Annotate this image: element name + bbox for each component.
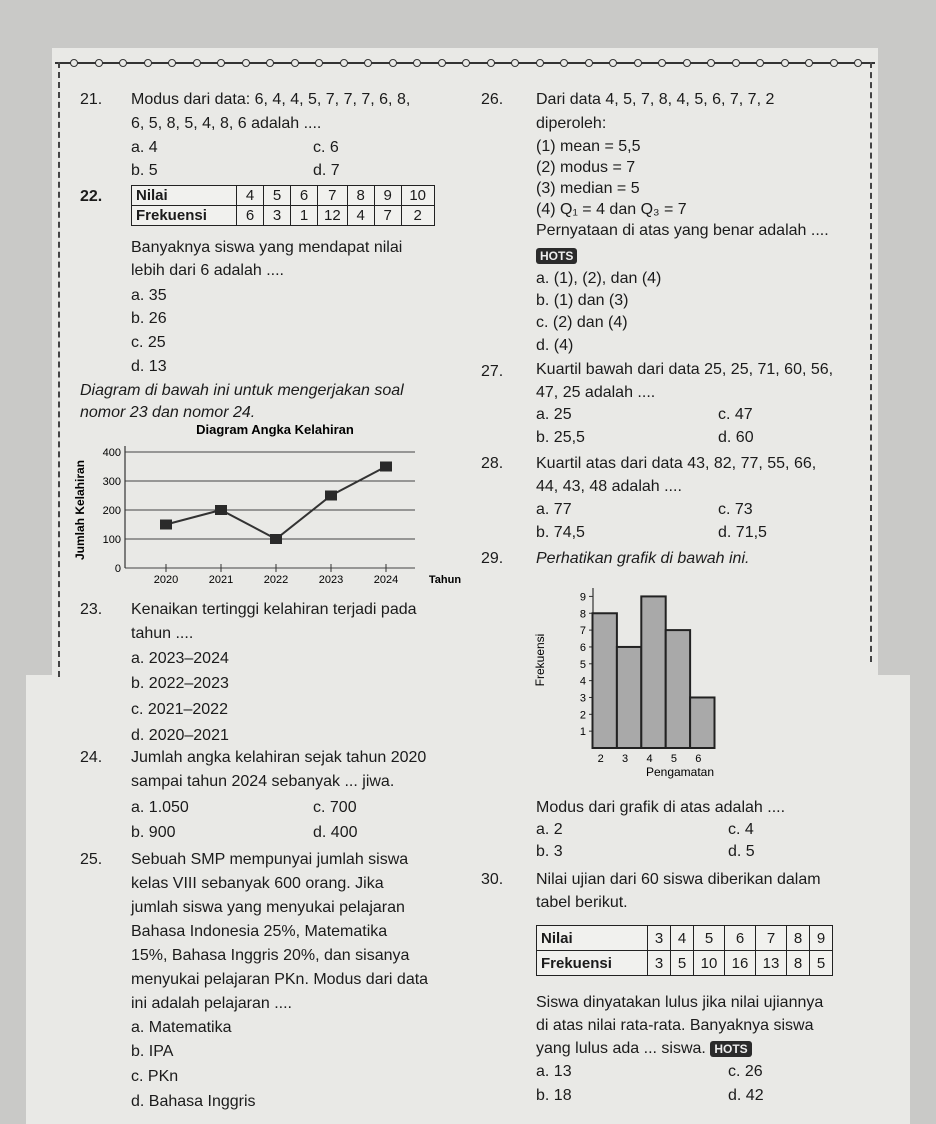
decorative-dot — [683, 59, 691, 67]
q30-table-cell: 16 — [725, 951, 756, 976]
histogram-x-axis-label: Pengamatan — [645, 765, 715, 779]
decorative-dot — [95, 59, 103, 67]
q22-table-header: Frekuensi — [132, 206, 237, 226]
q25-option-b: b. IPA — [131, 1043, 174, 1060]
chart-data-point — [380, 462, 392, 472]
q29-number: 29. — [481, 550, 504, 567]
q23-line2: tahun .... — [131, 625, 194, 642]
histogram-bar — [690, 697, 714, 748]
q30-line5-wrap — [536, 1039, 752, 1059]
q30-table-cell: 8 — [787, 926, 810, 951]
q22-table-cell: 12 — [318, 206, 348, 226]
q26-option-d: d. (4) — [536, 337, 574, 354]
q30-line4: di atas nilai rata-rata. Banyaknya siswa — [536, 1017, 814, 1034]
q28-option-d: d. 71,5 — [718, 524, 767, 541]
chart-data-point — [325, 491, 337, 501]
q27-option-b: b. 25,5 — [536, 429, 585, 446]
decorative-dot — [487, 59, 495, 67]
q25-number: 25. — [80, 851, 103, 868]
q22-table-cell: 4 — [347, 206, 374, 226]
hots-label: HOTS — [536, 248, 577, 264]
chart-series-line — [166, 467, 386, 540]
decorative-dot — [266, 59, 274, 67]
histogram-x-tick-label: 4 — [646, 753, 653, 765]
chart-title: Diagram Angka Kelahiran — [196, 422, 354, 437]
q25-line7: ini adalah pelajaran .... — [131, 995, 292, 1012]
decorative-dot — [781, 59, 789, 67]
q28-option-a: a. 77 — [536, 501, 572, 518]
q25-line6: menyukai pelajaran PKn. Modus dari data — [131, 971, 429, 988]
decorative-dot — [536, 59, 544, 67]
q23-option-a: a. 2023–2024 — [131, 650, 229, 667]
q26-statement-2: (2) modus = 7 — [536, 159, 636, 176]
q24-line2: sampai tahun 2024 sebanyak ... jiwa. — [131, 773, 395, 790]
q22-table-cell: 6 — [237, 206, 264, 226]
q22-table — [131, 185, 435, 226]
q22-table-cell: 6 — [291, 186, 318, 206]
q22-table-cell: 5 — [264, 186, 291, 206]
q24-line1: Jumlah angka kelahiran sejak tahun 2020 — [131, 749, 427, 766]
q30-table-row-nilai — [537, 926, 833, 951]
q26-statement-3: (3) median = 5 — [536, 180, 640, 197]
q22-table-row-frekuensi — [132, 206, 435, 226]
q25-line3: jumlah siswa yang menyukai pelajaran — [131, 899, 405, 916]
q23-line1: Kenaikan tertinggi kelahiran terjadi pada — [131, 601, 417, 618]
chart-y-axis-label: Jumlah Kelahiran — [73, 459, 87, 561]
histogram-x-tick-label: 2 — [597, 753, 604, 765]
q30-table-cell: 9 — [810, 926, 833, 951]
histogram-bar — [641, 596, 665, 748]
q30-table — [536, 925, 833, 976]
decorative-dot — [389, 59, 397, 67]
q30-table-cell: 3 — [648, 951, 671, 976]
decorative-dot — [168, 59, 176, 67]
q22-table-cell: 3 — [264, 206, 291, 226]
q22-table-row-nilai — [132, 186, 435, 206]
chart-x-tick-label: 2023 — [318, 574, 344, 586]
q27-line1: Kuartil bawah dari data 25, 25, 71, 60, 56, — [536, 361, 834, 378]
q26-option-a: a. (1), (2), dan (4) — [536, 270, 662, 287]
chart-data-point — [160, 520, 172, 530]
q30-table-cell: 3 — [648, 926, 671, 951]
q23-option-c: c. 2021–2022 — [131, 701, 228, 718]
decorative-dot — [854, 59, 862, 67]
q25-line5: 15%, Bahasa Inggris 20%, dan sisanya — [131, 947, 410, 964]
q30-option-b: b. 18 — [536, 1087, 572, 1104]
q30-table-cell: 13 — [756, 951, 787, 976]
decorative-dot — [193, 59, 201, 67]
q29-option-b: b. 3 — [536, 843, 563, 860]
histogram-y-tick-label: 3 — [579, 692, 586, 705]
q22-table-cell: 9 — [374, 186, 401, 206]
histogram-bar — [666, 630, 690, 748]
histogram-bar — [617, 647, 641, 748]
decorative-dot — [732, 59, 740, 67]
q30-table-cell: 5 — [694, 926, 725, 951]
q30-line1: Nilai ujian dari 60 siswa diberikan dalam — [536, 871, 821, 888]
q29-option-c: c. 4 — [728, 821, 754, 838]
q30-option-c: c. 26 — [728, 1063, 763, 1080]
histogram-y-tick-label: 5 — [579, 658, 586, 671]
birth-line-chart — [70, 418, 465, 590]
diagram-intro-line1: Diagram di bawah ini untuk mengerjakan soal — [80, 382, 404, 399]
decorative-dot — [315, 59, 323, 67]
q24-option-a: a. 1.050 — [131, 799, 189, 816]
q27-number: 27. — [481, 363, 504, 380]
q30-table-cell: 8 — [787, 951, 810, 976]
q25-line1: Sebuah SMP mempunyai jumlah siswa — [131, 851, 409, 868]
q30-table-cell: 4 — [671, 926, 694, 951]
q30-table-row-frekuensi — [537, 951, 833, 976]
q30-table-cell: 6 — [725, 926, 756, 951]
histogram-y-tick-label: 2 — [579, 709, 586, 722]
q30-table-cell: 5 — [810, 951, 833, 976]
chart-data-point — [215, 505, 227, 515]
decorative-dot — [805, 59, 813, 67]
q30-table-header: Nilai — [537, 926, 648, 951]
frequency-histogram — [530, 578, 770, 790]
q30-table-cell: 7 — [756, 926, 787, 951]
decorative-dot — [462, 59, 470, 67]
decorative-dot — [756, 59, 764, 67]
q27-option-d: d. 60 — [718, 429, 754, 446]
histogram-y-tick-label: 6 — [579, 641, 586, 654]
histogram-x-tick-label: 3 — [622, 753, 629, 765]
q29-line1: Perhatikan grafik di bawah ini. — [536, 550, 750, 567]
q23-number: 23. — [80, 601, 103, 618]
decorative-dot — [340, 59, 348, 67]
chart-y-tick-label: 100 — [102, 534, 121, 546]
q26-statement-4: (4) Q₁ = 4 dan Q₃ = 7 — [536, 201, 687, 218]
q22-table-cell: 1 — [291, 206, 318, 226]
decorative-dot — [119, 59, 127, 67]
q30-table-cell: 10 — [694, 951, 725, 976]
hots-label: HOTS — [710, 1041, 751, 1057]
diagram-intro-line2: nomor 23 dan nomor 24. — [80, 404, 256, 421]
q21-option-d: d. 7 — [313, 162, 340, 179]
decorative-dot — [144, 59, 152, 67]
decorative-dot — [413, 59, 421, 67]
q23-option-b: b. 2022–2023 — [131, 675, 229, 692]
chart-x-tick-label: 2024 — [373, 574, 399, 586]
q28-option-b: b. 74,5 — [536, 524, 585, 541]
q22-option-b: b. 26 — [131, 310, 167, 327]
decorative-dot — [707, 59, 715, 67]
histogram-y-tick-label: 8 — [579, 608, 586, 621]
q26-line1: Dari data 4, 5, 7, 8, 4, 5, 6, 7, 7, 2 — [536, 91, 775, 108]
q29-option-a: a. 2 — [536, 821, 563, 838]
q24-option-c: c. 700 — [313, 799, 357, 816]
q27-option-c: c. 47 — [718, 406, 753, 423]
q26-hots-badge — [536, 246, 577, 266]
decorative-dot — [242, 59, 250, 67]
q22-table-cell: 7 — [318, 186, 348, 206]
q28-option-c: c. 73 — [718, 501, 753, 518]
q28-line1: Kuartil atas dari data 43, 82, 77, 55, 66, — [536, 455, 817, 472]
q24-option-b: b. 900 — [131, 824, 176, 841]
q22-table-cell: 8 — [347, 186, 374, 206]
q26-statement-1: (1) mean = 5,5 — [536, 138, 641, 155]
chart-x-axis-label: Tahun — [428, 574, 462, 586]
q30-number: 30. — [481, 871, 504, 888]
decorative-dot — [585, 59, 593, 67]
decorative-dot — [291, 59, 299, 67]
q28-line2: 44, 43, 48 adalah .... — [536, 478, 682, 495]
q30-table-cell: 5 — [671, 951, 694, 976]
histogram-x-tick-label: 6 — [695, 753, 702, 765]
q22-table-cell: 4 — [237, 186, 264, 206]
q27-option-a: a. 25 — [536, 406, 572, 423]
decorative-dot — [560, 59, 568, 67]
histogram-y-tick-label: 9 — [579, 591, 586, 604]
page-edge-left — [26, 675, 56, 1124]
q21-option-a: a. 4 — [131, 139, 158, 156]
q26-line3: Pernyataan di atas yang benar adalah .... — [536, 222, 829, 239]
q22-table-cell: 10 — [401, 186, 434, 206]
q29-line2: Modus dari grafik di atas adalah .... — [536, 799, 786, 816]
decorative-border-right — [870, 62, 876, 662]
q30-option-a: a. 13 — [536, 1063, 572, 1080]
q22-line2: lebih dari 6 adalah .... — [131, 262, 284, 279]
q29-option-d: d. 5 — [728, 843, 755, 860]
q22-option-c: c. 25 — [131, 334, 166, 351]
q28-number: 28. — [481, 455, 504, 472]
q22-option-a: a. 35 — [131, 287, 167, 304]
q21-line2: 6, 5, 8, 5, 4, 8, 6 adalah .... — [131, 115, 322, 132]
q22-table-cell: 7 — [374, 206, 401, 226]
histogram-y-axis-label: Frekuensi — [533, 633, 547, 687]
q21-option-b: b. 5 — [131, 162, 158, 179]
q25-option-a: a. Matematika — [131, 1019, 232, 1036]
q22-table-header: Nilai — [132, 186, 237, 206]
q22-number: 22. — [80, 188, 103, 205]
q22-line1: Banyaknya siswa yang mendapat nilai — [131, 239, 403, 256]
histogram-y-tick-label: 7 — [579, 625, 586, 638]
q24-option-d: d. 400 — [313, 824, 358, 841]
q21-line1: Modus dari data: 6, 4, 4, 5, 7, 7, 7, 6, 8, — [131, 91, 411, 108]
decorative-dot — [438, 59, 446, 67]
decorative-dot — [830, 59, 838, 67]
q26-option-b: b. (1) dan (3) — [536, 292, 629, 309]
q27-line2: 47, 25 adalah .... — [536, 384, 656, 401]
decorative-dot — [609, 59, 617, 67]
q25-line4: Bahasa Indonesia 25%, Matematika — [131, 923, 388, 940]
q24-number: 24. — [80, 749, 103, 766]
histogram-bar — [593, 613, 617, 748]
q21-option-c: c. 6 — [313, 139, 339, 156]
chart-x-tick-label: 2021 — [208, 574, 234, 586]
q30-line2: tabel berikut. — [536, 894, 628, 911]
decorative-dot — [70, 59, 78, 67]
q25-option-d: d. Bahasa Inggris — [131, 1093, 256, 1110]
decorative-dot — [364, 59, 372, 67]
decorative-dot — [658, 59, 666, 67]
chart-y-tick-label: 0 — [114, 563, 121, 575]
q22-table-cell: 2 — [401, 206, 434, 226]
chart-y-tick-label: 300 — [102, 476, 121, 488]
decorative-dot — [634, 59, 642, 67]
page-edge-right — [870, 675, 910, 1124]
decorative-dot — [217, 59, 225, 67]
chart-data-point — [270, 534, 282, 544]
q30-option-d: d. 42 — [728, 1087, 764, 1104]
q25-line2: kelas VIII sebanyak 600 orang. Jika — [131, 875, 384, 892]
histogram-y-tick-label: 4 — [579, 675, 586, 688]
chart-x-tick-label: 2020 — [153, 574, 179, 586]
q26-number: 26. — [481, 91, 504, 108]
q26-option-c: c. (2) dan (4) — [536, 314, 628, 331]
histogram-y-tick-label: 1 — [579, 726, 586, 739]
histogram-x-tick-label: 5 — [670, 753, 677, 765]
decorative-dot — [511, 59, 519, 67]
chart-y-tick-label: 200 — [102, 505, 121, 517]
q23-option-d: d. 2020–2021 — [131, 727, 229, 744]
q25-option-c: c. PKn — [131, 1068, 179, 1085]
q30-line5: yang lulus ada ... siswa. — [536, 1040, 706, 1057]
chart-x-tick-label: 2022 — [263, 574, 289, 586]
q26-line2: diperoleh: — [536, 115, 607, 132]
chart-y-tick-label: 400 — [102, 447, 121, 459]
q30-table-header: Frekuensi — [537, 951, 648, 976]
q22-option-d: d. 13 — [131, 358, 167, 375]
q30-line3: Siswa dinyatakan lulus jika nilai ujiannya — [536, 994, 824, 1011]
decorative-border-left — [58, 62, 64, 677]
q21-number: 21. — [80, 91, 103, 108]
